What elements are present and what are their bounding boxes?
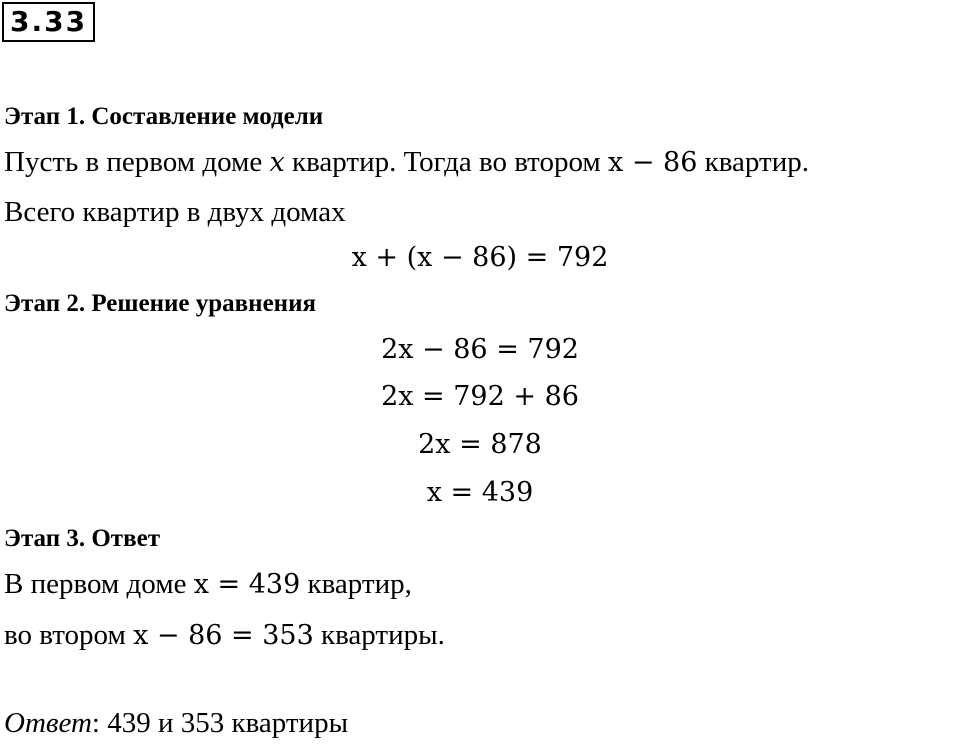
model-equation: x + (x − 86) = 792 bbox=[351, 242, 609, 273]
stage3-line1-expression: x = 439 bbox=[193, 569, 301, 600]
solution-step-2: 2x = 792 + 86 bbox=[381, 381, 579, 412]
stage3-line2 bbox=[4, 618, 445, 653]
stage1-line1 bbox=[4, 145, 809, 180]
stage3-line2-text2: квартиры. bbox=[313, 619, 445, 651]
variable-x: x bbox=[269, 147, 285, 178]
solution-step-3: 2x = 878 bbox=[418, 429, 542, 460]
stage3-line2-expression: x − 86 = 353 bbox=[133, 620, 314, 651]
stage3-line1-text1: В первом доме bbox=[4, 568, 194, 600]
stage3-heading: Этап 3. Ответ bbox=[4, 525, 160, 552]
solution-step-4: x = 439 bbox=[426, 477, 534, 508]
stage1-line1-text1: Пусть в первом доме bbox=[4, 146, 270, 178]
final-answer bbox=[4, 706, 348, 740]
stage1-line1-text2: квартир. Тогда во втором bbox=[284, 146, 609, 178]
stage1-line2: Всего квартир в двух домах bbox=[4, 196, 346, 228]
answer-text: : 439 и 353 квартиры bbox=[91, 707, 349, 739]
stage1-line1-expression: x − 86 bbox=[608, 147, 698, 178]
stage1-heading: Этап 1. Составление модели bbox=[4, 103, 324, 130]
stage1-line1-text3: квартир. bbox=[697, 146, 809, 178]
stage2-heading: Этап 2. Решение уравнения bbox=[4, 290, 316, 317]
solution-step-1: 2x − 86 = 792 bbox=[381, 334, 579, 365]
answer-label: Ответ bbox=[4, 707, 92, 739]
stage3-line2-text1: во втором bbox=[4, 619, 134, 651]
stage3-line1-text2: квартир, bbox=[300, 568, 412, 600]
problem-number: 3.33 bbox=[2, 2, 95, 42]
stage3-line1 bbox=[4, 567, 412, 602]
